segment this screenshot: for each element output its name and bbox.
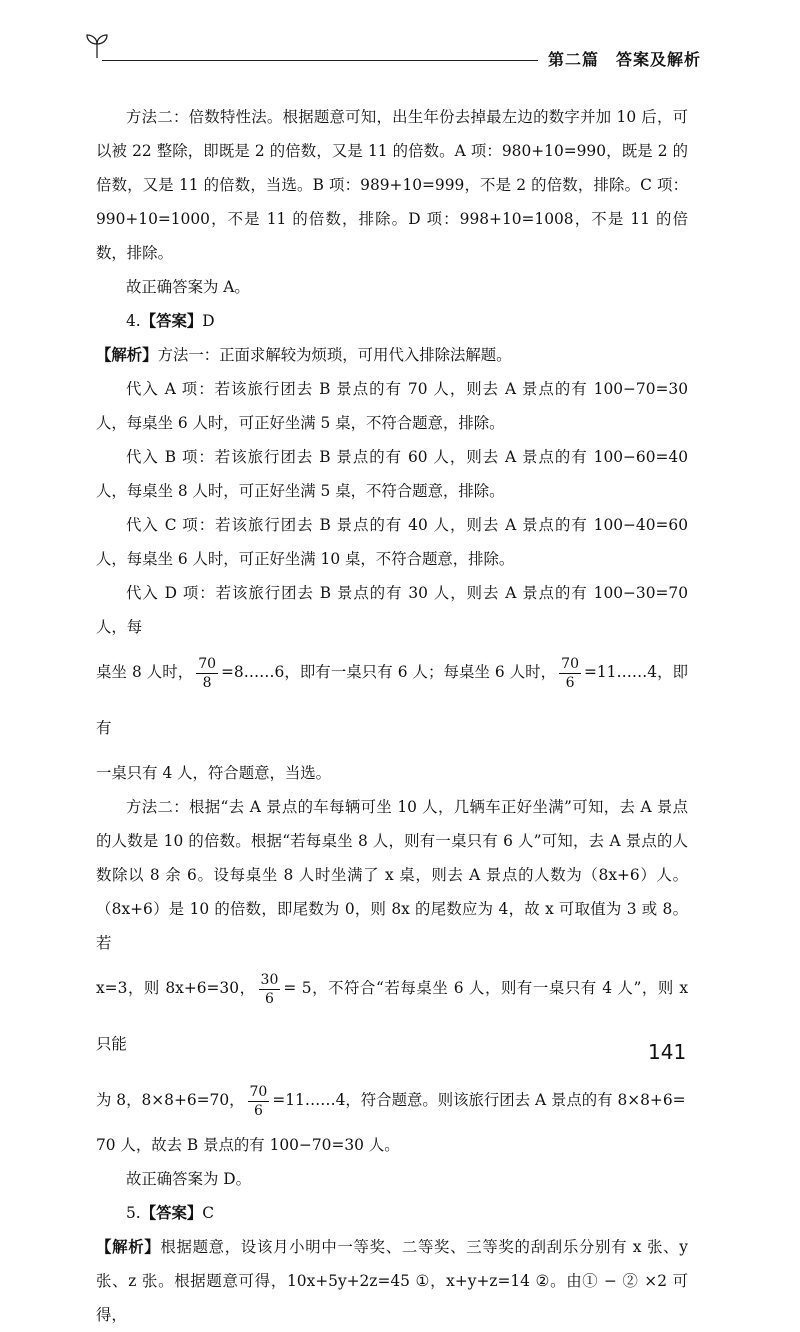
q5-analysis-text: 根据题意，设该月小明中一等奖、二等奖、三等奖的刮刮乐分别有 x 张、y 张、z 张。根据题意可得，10x+5y+2z=45 ①，x+y+z=14 ②。由① − ② ×2 可得， — [96, 1238, 688, 1324]
q4-method-two: 方法二：根据“去 A 景点的车每辆可坐 10 人，几辆车正好坐满”可知，去 A 景点的人数是 10 的倍数。根据“若每桌坐 8 人，则有一桌只有 6 人”可知，去 A 景点的人数除以 8 余 6。设每桌坐 8 人时坐满了 x 桌，则去 A 景点的人数为（8x+6）人。（8x+6）是 10 的倍数，即尾数为 0，则 8x 的尾数应为 4，故 x 可取值为 3 或 8。若 — [96, 798, 688, 952]
fraction-70-6-b — [248, 1083, 270, 1120]
q4-option-b: 代入 B 项：若该旅行团去 B 景点的有 60 人，则去 A 景点的有 100−60=40 人，每桌坐 8 人时，可正好坐满 5 桌，不符合题意，排除。 — [96, 448, 688, 500]
q4-method-two-line2 — [96, 960, 688, 1072]
answer-label: 【答案】 — [140, 1204, 203, 1222]
fraction-70-6 — [559, 655, 581, 692]
page-number: 141 — [648, 1040, 687, 1064]
header-rule — [102, 60, 538, 61]
m2-text-d: =11……4，符合题意。则该旅行团去 A 景点的有 8×8+6= — [272, 1091, 686, 1109]
analysis-label: 【解析】 — [96, 1238, 161, 1256]
section-title: 第二篇 答案及解析 — [548, 50, 702, 69]
q4-method-two-line3 — [96, 1072, 688, 1128]
leaf-sprout-icon — [84, 32, 110, 60]
method-two-paragraph: 方法二：倍数特性法。根据题意可知，出生年份去掉最左边的数字并加 10 后，可以被 22 整除，即既是 2 的倍数，又是 11 的倍数。A 项：980+10=990，既是 2 的倍数，又是 11 的倍数，当选。B 项：989+10=999，不是 2 的倍数，排除。C 项：990+10=1000，不是 11 的倍数，排除。D 项：998+10=1008，不是 11 的倍数，排除。 — [96, 108, 688, 262]
q4-method-one-intro: 方法一：正面求解较为烦琐，可用代入排除法解题。 — [157, 346, 512, 364]
conclusion-a: 故正确答案为 A。 — [126, 278, 250, 296]
q4-option-d-line3: 一桌只有 4 人，符合题意，当选。 — [96, 764, 332, 782]
q4-d-text-c: =11……4，即有 — [96, 663, 689, 737]
denominator: 6 — [565, 674, 575, 691]
numerator: 70 — [561, 655, 579, 672]
m2-text-c: 为 8，8×8+6=70， — [96, 1091, 245, 1109]
numerator: 30 — [260, 971, 279, 988]
q5-number: 5. — [126, 1204, 141, 1222]
fraction-70-8 — [196, 655, 218, 692]
numerator: 70 — [249, 1083, 268, 1100]
denominator: 8 — [202, 674, 212, 691]
denominator: 6 — [253, 1102, 263, 1119]
q4-d-text-b: =8……6，即有一桌只有 6 人；每桌坐 6 人时， — [221, 663, 557, 681]
q5-answer-line — [96, 1196, 688, 1230]
q4-number: 4. — [126, 312, 141, 330]
q4-option-c: 代入 C 项：若该旅行团去 B 景点的有 40 人，则去 A 景点的有 100−40=60 人，每桌坐 6 人时，可正好坐满 10 桌，不符合题意，排除。 — [96, 516, 688, 568]
q5-answer: C — [202, 1204, 215, 1222]
m2-text-a: x=3，则 8x+6=30， — [96, 979, 256, 997]
numerator: 70 — [198, 655, 217, 672]
q4-d-text-a: 桌坐 8 人时， — [96, 663, 194, 681]
q5-analysis — [96, 1230, 688, 1332]
analysis-label: 【解析】 — [96, 346, 158, 364]
q4-answer: D — [202, 312, 215, 330]
q4-option-a: 代入 A 项：若该旅行团去 B 景点的有 70 人，则去 A 景点的有 100−70=30 人，每桌坐 6 人时，可正好坐满 5 桌，不符合题意，排除。 — [96, 380, 688, 432]
q4-option-d-line1: 代入 D 项：若该旅行团去 B 景点的有 30 人，则去 A 景点的有 100−30=70 人，每 — [96, 584, 688, 636]
q4-option-d-line2 — [96, 644, 688, 756]
m2-text-b: = 5，不符合“若每桌坐 6 人，则有一桌只有 4 人”，则 x 只能 — [96, 979, 689, 1053]
answer-label: 【答案】 — [140, 312, 203, 330]
denominator: 6 — [265, 990, 274, 1007]
q4-analysis-intro — [96, 338, 688, 372]
q4-method-two-line4: 70 人，故去 B 景点的有 100−70=30 人。 — [96, 1136, 400, 1154]
fraction-30-6 — [259, 971, 281, 1008]
conclusion-d: 故正确答案为 D。 — [126, 1170, 251, 1188]
q4-answer-line — [96, 304, 688, 338]
answer-body — [96, 100, 688, 1332]
